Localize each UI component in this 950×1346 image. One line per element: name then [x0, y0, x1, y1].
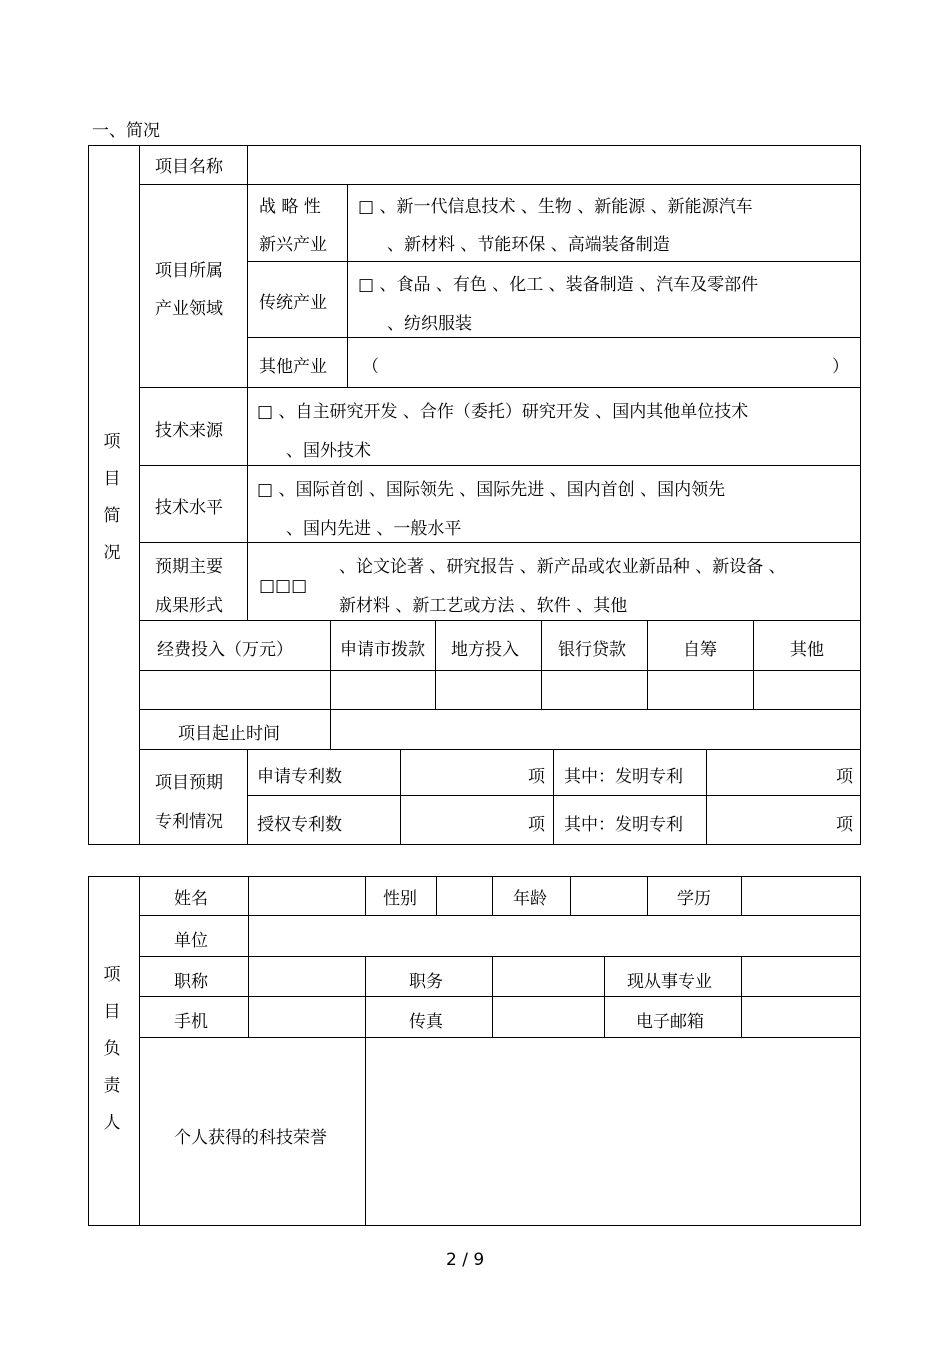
funding-loan-header: 银行贷款: [558, 640, 626, 660]
industry-label-1: 项目所属: [155, 261, 223, 281]
strategic-options-line-2[interactable]: 、新材料 、节能环保 、高端装备制造: [387, 235, 670, 255]
apply-patent-unit: 项: [528, 767, 545, 787]
traditional-options-line-1[interactable]: □ 、食品 、有色 、化工 、装备制造 、汽车及零部件: [358, 275, 759, 295]
apply-patent-label: 申请专利数: [257, 767, 342, 787]
apply-invention-unit: 项: [836, 767, 853, 787]
fax-label: 传真: [409, 1012, 443, 1032]
strategic-options-line-1[interactable]: □ 、新一代信息技术 、生物 、新能源 、新能源汽车: [358, 197, 753, 217]
major-field[interactable]: [743, 958, 859, 995]
outcome-checkboxes[interactable]: □□□: [259, 576, 308, 596]
tech-source-label: 技术来源: [155, 421, 223, 441]
other-open-paren: （: [362, 357, 379, 377]
mobile-label: 手机: [174, 1012, 208, 1032]
leader-side-label: 项 目 负 责 人: [103, 965, 121, 1133]
name-field[interactable]: [250, 878, 364, 914]
patent-label-2: 专利情况: [155, 812, 223, 832]
position-field[interactable]: [494, 958, 603, 995]
unit-field[interactable]: [250, 917, 859, 955]
granted-patent-label: 授权专利数: [257, 815, 342, 835]
tech-source-options-line-2[interactable]: 、国外技术: [286, 441, 371, 461]
mobile-field[interactable]: [250, 998, 364, 1036]
funding-self-header: 自筹: [683, 640, 717, 660]
tech-source-options-line-1[interactable]: □ 、自主研究开发 、合作（委托）研究开发 、国内其他单位技术: [257, 402, 749, 422]
section-title: 一、简况: [92, 121, 160, 141]
tech-level-label: 技术水平: [155, 498, 223, 518]
outcome-options-line-1[interactable]: 、论文论著 、研究报告 、新产品或农业新品种 、新设备 、: [339, 557, 786, 577]
patent-label-1: 项目预期: [155, 773, 223, 793]
unit-label: 单位: [174, 931, 208, 951]
position-label: 职务: [409, 972, 443, 992]
honors-label: 个人获得的科技荣誉: [174, 1128, 327, 1148]
page-number: 2 / 9: [446, 1250, 485, 1270]
strategic-label-2: 新兴产业: [259, 235, 327, 255]
email-field[interactable]: [743, 998, 859, 1036]
granted-invention-label: 其中：发明专利: [564, 815, 683, 835]
project-period-label: 项目起止时间: [178, 724, 280, 744]
gender-field[interactable]: [438, 878, 491, 914]
outcome-label-2: 成果形式: [155, 596, 223, 616]
age-field[interactable]: [572, 878, 646, 914]
education-field[interactable]: [743, 878, 859, 914]
other-close-paren: ）: [832, 357, 849, 377]
honors-field[interactable]: [367, 1039, 859, 1224]
title-field[interactable]: [250, 958, 364, 995]
apply-invention-label: 其中：发明专利: [564, 767, 683, 787]
outcome-label-1: 预期主要: [155, 557, 223, 577]
other-industry-label: 其他产业: [259, 357, 327, 377]
major-label: 现从事专业: [627, 972, 712, 992]
granted-invention-unit: 项: [836, 815, 853, 835]
funding-city-header: 申请市拨款: [340, 640, 425, 660]
granted-patent-unit: 项: [528, 815, 545, 835]
traditional-options-line-2[interactable]: 、纺织服装: [387, 314, 472, 334]
outcome-options-line-2[interactable]: 新材料 、新工艺或方法 、软件 、其他: [339, 596, 628, 616]
project-name-label: 项目名称: [155, 157, 223, 177]
tech-level-options-line-2[interactable]: 、国内先进 、一般水平: [286, 519, 462, 539]
funding-label: 经费投入（万元）: [157, 640, 293, 660]
funding-other-header: 其他: [790, 640, 824, 660]
age-label: 年龄: [513, 889, 547, 909]
fax-field[interactable]: [494, 998, 603, 1036]
gender-label: 性别: [383, 889, 417, 909]
title-label: 职称: [174, 972, 208, 992]
email-label: 电子邮箱: [636, 1012, 704, 1032]
education-label: 学历: [677, 889, 711, 909]
traditional-label: 传统产业: [259, 293, 327, 313]
overview-side-label: 项 目 简 况: [103, 432, 121, 563]
name-label: 姓名: [174, 889, 208, 909]
funding-local-header: 地方投入: [451, 640, 519, 660]
tech-level-options-line-1[interactable]: □ 、国际首创 、国际领先 、国际先进 、国内首创 、国内领先: [257, 480, 726, 500]
industry-label-2: 产业领域: [155, 299, 223, 319]
strategic-label-1: 战 略 性: [259, 197, 321, 217]
